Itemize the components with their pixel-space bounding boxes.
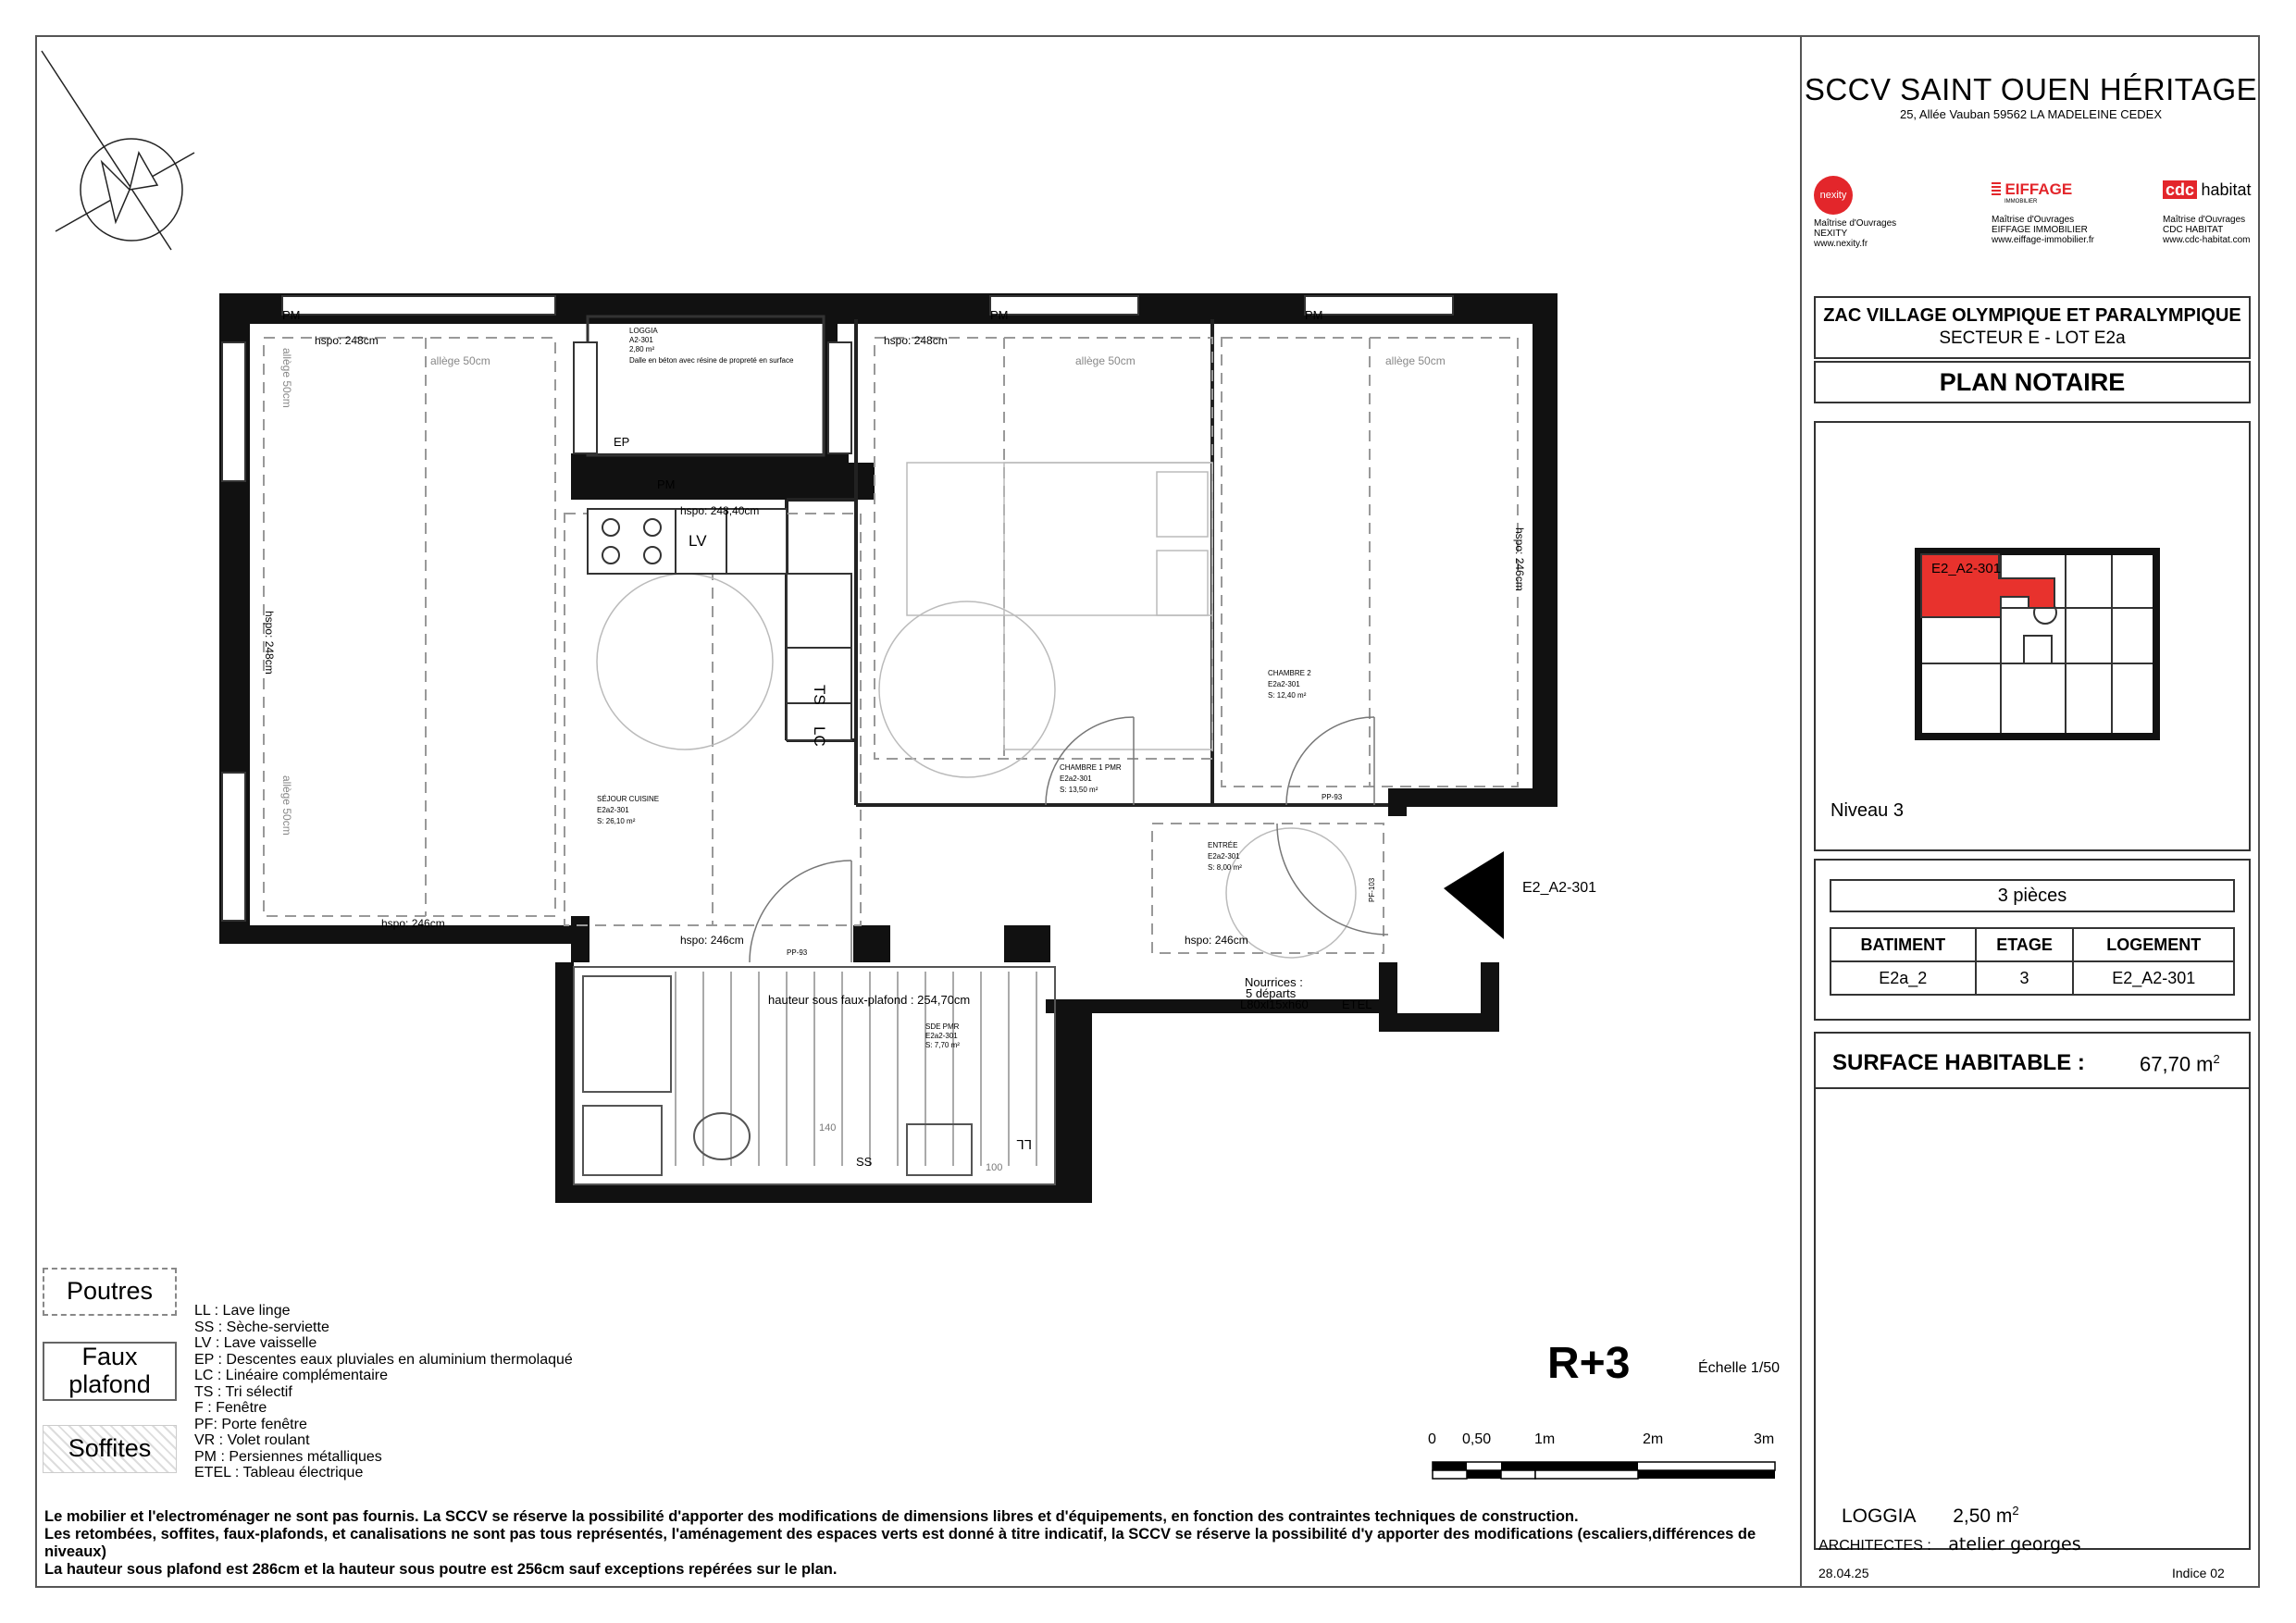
- hspo-label: hspo: 248cm: [315, 334, 379, 347]
- table-cell: 3: [1976, 961, 2074, 995]
- plan-ss: SS: [856, 1155, 873, 1169]
- loggia-row: [1842, 1504, 2019, 1528]
- inner-walls: [787, 319, 1388, 805]
- table-header: LOGEMENT: [2073, 928, 2234, 961]
- disclaimer-notes: [44, 1508, 1784, 1579]
- sde-name: SDE PMR: [925, 1022, 960, 1031]
- entry-marker-icon: [1444, 851, 1504, 939]
- allege-label: allège 50cm: [1075, 354, 1136, 367]
- abbrev-item: PF: Porte fenêtre: [194, 1416, 307, 1432]
- pf103-label: PF-103: [1368, 877, 1376, 902]
- pp93-label: PP-93: [1322, 793, 1343, 801]
- chambre2-code: E2a2-301: [1268, 680, 1300, 688]
- zac-box: [1814, 296, 2251, 359]
- partner-org: NEXITY: [1814, 229, 1848, 239]
- kitchen: [588, 509, 851, 740]
- scale-tick: 2m: [1643, 1431, 1664, 1447]
- surface-box: [1814, 1032, 2251, 1550]
- note-line: Le mobilier et l'electroménager ne sont pas fournis. La SCCV se réserve la possibilité d'apporter des modifications de dimensions libres et d'équipements, en fonction des contraintes techniques de construction.: [44, 1508, 1579, 1525]
- project-address: 25, Allée Vauban 59562 LA MADELEINE CEDEX: [1899, 107, 2163, 121]
- allege-label: allège 50cm: [280, 348, 293, 408]
- note-line: Les retombées, soffites, faux-plafonds, et canalisations ne sont pas tous représentés, l'aménagement des espaces verts est donné à titre indicatif, la SCCV se réserve la possibilité d'y apporter des modifications (escaliers,différences de niveaux): [44, 1526, 1756, 1560]
- plan-lc: LC: [811, 726, 828, 747]
- surface-row: [1816, 1034, 2249, 1089]
- entree-code: E2a2-301: [1208, 852, 1240, 861]
- pm-label: PM: [282, 308, 301, 322]
- north-arrow-icon: [42, 51, 194, 250]
- scale-bar: [1433, 1462, 1775, 1479]
- loggia-name: LOGGIA: [629, 327, 658, 335]
- hspo-label: hspo: 246cm: [680, 934, 744, 947]
- key-plan-box: [1814, 421, 2251, 851]
- eiffage-logo-icon: EIFFAGE IMMOBILIER: [1992, 180, 2130, 215]
- zac-sector: SECTEUR E - LOT E2a: [1939, 328, 2126, 348]
- plan-lv: LV: [689, 532, 707, 550]
- partner-org: CDC HABITAT: [2163, 225, 2224, 235]
- partner-nexity: [1814, 176, 1943, 249]
- scale-tick: 3m: [1754, 1431, 1775, 1447]
- partner-role: Maîtrise d'Ouvrages: [2163, 215, 2246, 225]
- allege-label: allège 50cm: [1385, 354, 1446, 367]
- key-plan: [1816, 423, 2249, 793]
- hspo-label: hspo: 248,40cm: [680, 504, 760, 517]
- abbrev-item: PM : Persiennes métalliques: [194, 1448, 382, 1465]
- chambre2-name: CHAMBRE 2: [1268, 669, 1311, 677]
- hspo-label: hspo: 246cm: [381, 917, 445, 930]
- hspo-label: hspo: 248cm: [884, 334, 948, 347]
- loggia-area: 2,80 m²: [629, 345, 655, 353]
- scale-label: Échelle 1/50: [1698, 1360, 1781, 1376]
- zac-title: ZAC VILLAGE OLYMPIQUE ET PARALYMPIQUE: [1823, 305, 2241, 326]
- allege-label: allège 50cm: [280, 775, 293, 836]
- loggia-note: Dalle en béton avec résine de propreté en surface: [629, 356, 794, 365]
- legend-poutres: Poutres: [43, 1268, 177, 1316]
- entree-name: ENTRÉE: [1208, 841, 1238, 849]
- label-140: 140: [819, 1122, 837, 1134]
- partner-org: EIFFAGE IMMOBILIER: [1992, 225, 2088, 235]
- architects-name: atelier georges: [1948, 1534, 2081, 1555]
- entry-marker-label: E2_A2-301: [1522, 880, 1597, 896]
- partner-url: www.eiffage-immobilier.fr: [1992, 235, 2094, 245]
- table-cell: E2_A2-301: [2073, 961, 2234, 995]
- scale-tick: 0,50: [1462, 1431, 1492, 1447]
- plan-ts: TS: [811, 685, 828, 705]
- pm-label: PM: [990, 308, 1009, 322]
- surface-value: 67,70 $m^2$: [2140, 1052, 2220, 1076]
- abbrev-item: LV : Lave vaisselle: [194, 1335, 317, 1351]
- abbrev-item: LC : Linéaire complémentaire: [194, 1368, 388, 1383]
- legend-soffites: Soffites: [43, 1425, 177, 1473]
- faux-plafond-label: hauteur sous faux-plafond : 254,70cm: [768, 993, 971, 1007]
- date-label: 28.04.25: [1818, 1566, 1869, 1580]
- indice-label: Indice 02: [2172, 1566, 2225, 1580]
- hspo-label: hspo: 246cm: [1185, 934, 1248, 947]
- sejour-area: S: 26,10 m²: [597, 817, 636, 825]
- project-name: SCCV SAINT OUEN HÉRITAGE: [1804, 72, 2258, 106]
- abbrev-item: LL : Lave linge: [194, 1303, 291, 1319]
- abbreviations-list: [194, 1303, 573, 1481]
- abbrev-item: EP : Descentes eaux pluviales en aluminium thermolaqué: [194, 1351, 573, 1368]
- partner-role: Maîtrise d'Ouvrages: [1814, 218, 1897, 229]
- entree-area: S: 8,00 m²: [1208, 863, 1242, 872]
- sde-area: S: 7,70 m²: [925, 1041, 960, 1049]
- level-code: R+3: [1547, 1339, 1631, 1388]
- plan-title: PLAN NOTAIRE: [1814, 361, 2251, 403]
- scale-tick: 0: [1428, 1431, 1436, 1447]
- cdc-logo-icon: cdc habitat: [2163, 180, 2265, 215]
- nexity-logo-icon: nexity: [1814, 176, 1853, 215]
- abbrev-item: TS : Tri sélectif: [194, 1383, 292, 1400]
- abbrev-item: F : Fenêtre: [194, 1400, 267, 1416]
- table-header: BATIMENT: [1831, 928, 1976, 961]
- pm-label: PM: [657, 477, 676, 491]
- note-line: La hauteur sous plafond est 286cm et la hauteur sous poutre est 256cm sauf exceptions repérées sur le plan.: [44, 1561, 838, 1578]
- pm-label: PM: [1305, 308, 1323, 322]
- chambre1-area: S: 13,50 m²: [1060, 786, 1098, 794]
- abbrev-item: VR : Volet roulant: [194, 1432, 310, 1448]
- etel-label: ETEL: [1342, 997, 1372, 1011]
- partner-eiffage: [1992, 180, 2130, 245]
- chambre1-code: E2a2-301: [1060, 774, 1092, 783]
- chambre2-area: S: 12,40 m²: [1268, 691, 1307, 700]
- title-block: [1802, 37, 2260, 1588]
- level-label: Niveau 3: [1831, 800, 1904, 821]
- loggia-value: 2,50 $m^2$: [1953, 1504, 2019, 1527]
- logement-box: [1814, 859, 2251, 1021]
- partner-role: Maîtrise d'Ouvrages: [1992, 215, 2075, 225]
- dims-label: L80xl15xh60: [1240, 997, 1309, 1011]
- allege-label: allège 50cm: [430, 354, 490, 367]
- loggia-label: LOGGIA: [1842, 1505, 1916, 1527]
- sde-code: E2a2-301: [925, 1032, 958, 1040]
- sejour-code: E2a2-301: [597, 806, 629, 814]
- chambre1-name: CHAMBRE 1 PMR: [1060, 763, 1122, 772]
- architects-row: [1818, 1534, 2081, 1555]
- scale-tick: 1m: [1534, 1431, 1556, 1447]
- nourrices-label: Nourrices :: [1245, 975, 1303, 989]
- plan-ll: LL: [1016, 1136, 1032, 1152]
- table-cell: E2a_2: [1831, 961, 1976, 995]
- key-plan-label: E2_A2-301: [1931, 561, 2002, 576]
- logement-table: [1830, 927, 2235, 996]
- ep-label: EP: [614, 435, 630, 449]
- partner-url: www.cdc-habitat.com: [2163, 235, 2251, 245]
- surface-label: SURFACE HABITABLE :: [1832, 1050, 2085, 1075]
- departs-label: 5 départs: [1246, 986, 1297, 1000]
- sejour-name: SÉJOUR CUISINE: [597, 795, 660, 803]
- architects-label: ARCHITECTES :: [1818, 1538, 1931, 1554]
- label-100: 100: [986, 1162, 1003, 1173]
- abbrev-item: ETEL : Tableau électrique: [194, 1465, 364, 1481]
- abbrev-item: SS : Sèche-serviette: [194, 1319, 329, 1335]
- pp93-label: PP-93: [787, 948, 808, 957]
- hspo-label: hspo: 248cm: [263, 611, 276, 675]
- walls: [219, 293, 1558, 1203]
- legend-faux-plafond: Faux plafond: [43, 1342, 177, 1401]
- loggia-code: A2-301: [629, 336, 653, 344]
- table-header: ETAGE: [1976, 928, 2074, 961]
- pieces-label: 3 pièces: [1830, 879, 2235, 912]
- partner-url: www.nexity.fr: [1814, 239, 1868, 249]
- hspo-label: hspo: 246cm: [1513, 527, 1526, 591]
- partner-cdc: [2163, 180, 2265, 245]
